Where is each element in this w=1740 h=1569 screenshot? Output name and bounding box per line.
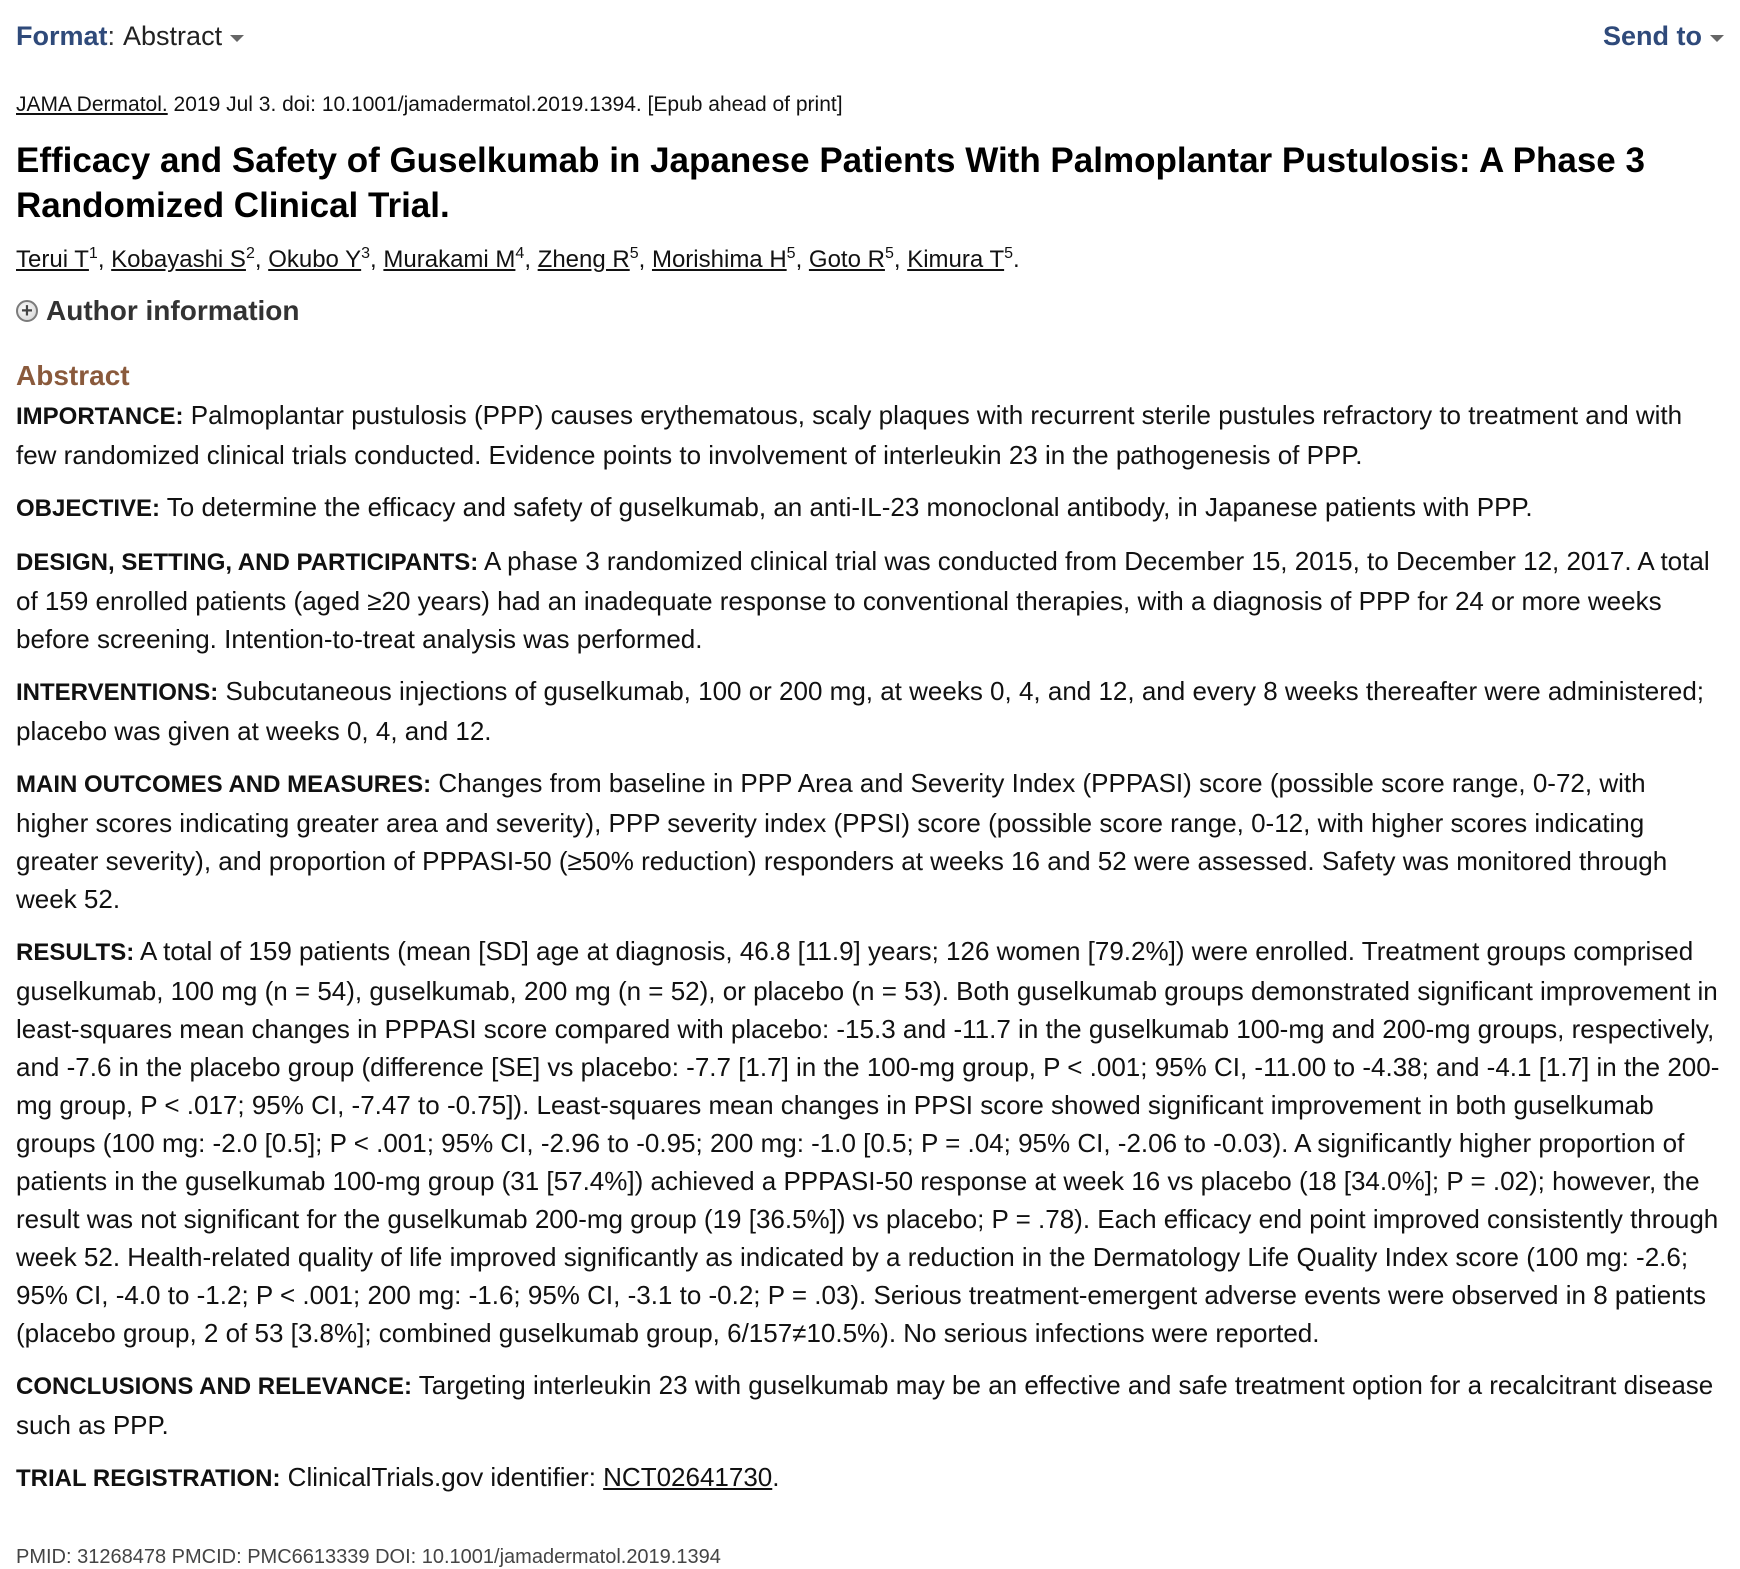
author-affiliation: 5 <box>629 245 639 262</box>
author-separator: , <box>97 246 112 273</box>
section-label: TRIAL REGISTRATION: <box>16 1465 281 1492</box>
section-text: A total of 159 patients (mean [SD] age at diagnosis, 46.8 [11.9] years; 126 women [79.2%]) were enrolled. Treatment groups comprised guselkumab, 100 mg (n = 54), guselkumab, 200 mg (n = 52), or placebo (n = 53). Both guselkumab groups demonstrated significant improvement in least-squares mean changes in PPPASI score compared with placebo: -15.3 and -11.7 in the guselkumab 100-mg and 200-mg groups, respectively, and -7.6 in the placebo group (difference [SE] vs placebo: -7.7 [1.7] in the 100-mg group, P < .001; 95% CI, -11.00 to -4.38; and -4.1 [1.7] in the 200-mg group, P < .017; 95% CI, -7.47 to -0.75]). Least-squares mean changes in PPSI score showed significant improvement in both guselkumab groups (100 mg: -2.0 [0.5]; P < .001; 95% CI, -2.96 to -0.95; 200 mg: -1.0 [0.5; P = .04; 95% CI, -2.06 to -0.03). A significantly higher proportion of patients in the guselkumab 100-mg group (31 [57.4%]) achieved a PPPASI-50 response at week 16 vs placebo (18 [34.0%]; P = .02); however, the result was not significant for the guselkumab 200-mg group (19 [36.5%]) vs placebo; P = .78). Each efficacy end point improved consistently through week 52. Health-related quality of life improved significantly as indicated by a reduction in the Dermatology Life Quality Index score (100 mg: -2.6; 95% CI, -4.0 to -1.2; P < .001; 200 mg: -1.6; 95% CI, -3.1 to -0.2; P = .03). Serious treatment-emergent adverse events were observed in 8 patients (placebo group, 2 of 53 [3.8%]; combined guselkumab group, 6/157≠10.5%). No serious infections were reported. <box>16 936 1720 1348</box>
abstract-section-importance <box>16 396 1722 474</box>
author-separator: , <box>370 246 384 273</box>
abstract-section-objective <box>16 488 1722 528</box>
author-information-toggle[interactable] <box>16 295 300 327</box>
section-label: MAIN OUTCOMES AND MEASURES: <box>16 771 432 798</box>
article-identifiers: PMID: 31268478 PMCID: PMC6613339 DOI: 10.1001/jamadermatol.2019.1394 <box>16 1546 721 1568</box>
author-affiliation: 5 <box>786 245 796 262</box>
plus-circle-icon[interactable]: + <box>16 300 38 322</box>
citation-details: 2019 Jul 3. doi: 10.1001/jamadermatol.2019.1394. [Epub ahead of print] <box>167 93 843 116</box>
author-affiliation: 3 <box>361 245 371 262</box>
author-link[interactable]: Terui T <box>16 246 89 273</box>
section-label: CONCLUSIONS AND RELEVANCE: <box>16 1373 413 1400</box>
author-separator: . <box>1013 246 1020 273</box>
abstract-section-registration <box>16 1458 1722 1498</box>
author-link[interactable]: Kimura T <box>907 246 1005 273</box>
chevron-down-icon[interactable] <box>230 35 244 42</box>
abstract-section-interventions <box>16 672 1722 750</box>
section-text-end: . <box>772 1462 780 1492</box>
article-title: Efficacy and Safety of Guselkumab in Japanese Patients With Palmoplantar Pustulosis: A Phase 3 Randomized Clinical Trial. <box>16 141 1645 225</box>
citation <box>16 93 843 117</box>
abstract-heading: Abstract <box>16 360 130 391</box>
trial-registration-link[interactable]: NCT02641730 <box>603 1462 773 1492</box>
format-dropdown[interactable] <box>16 21 244 52</box>
section-label: INTERVENTIONS: <box>16 679 219 706</box>
abstract-section-outcomes <box>16 764 1722 918</box>
author-affiliation: 5 <box>884 245 894 262</box>
section-label: RESULTS: <box>16 939 135 966</box>
section-text: Palmoplantar pustulosis (PPP) causes erythematous, scaly plaques with recurrent sterile pustules refractory to treatment and with few randomized clinical trials conducted. Evidence points to involvement of interleukin 23 in the pathogenesis of PPP. <box>16 400 1683 470</box>
format-colon: : <box>107 20 116 51</box>
section-text: ClinicalTrials.gov identifier: <box>280 1462 604 1492</box>
author-separator: , <box>254 246 269 273</box>
section-label: OBJECTIVE: <box>16 495 161 522</box>
author-link[interactable]: Goto R <box>808 246 885 273</box>
section-text: Changes from baseline in PPP Area and Severity Index (PPPASI) score (possible score range, 0-72, with higher scores indicating greater area and severity), PPP severity index (PPSI) score (possible score range, 0-12, with higher scores indicating greater severity), and proportion of PPPASI-50 (≥50% reduction) responders at weeks 16 and 52 were assessed. Safety was monitored through week 52. <box>16 768 1668 914</box>
abstract-section-results <box>16 932 1722 1352</box>
author-affiliation: 5 <box>1004 245 1014 262</box>
format-label[interactable]: Format <box>16 20 108 51</box>
section-text: To determine the efficacy and safety of guselkumab, an anti-IL-23 monoclonal antibody, in Japanese patients with PPP. <box>160 492 1533 522</box>
abstract-body <box>16 396 1722 1512</box>
author-link[interactable]: Zheng R <box>537 246 630 273</box>
author-affiliation: 4 <box>515 245 525 262</box>
author-link[interactable]: Kobayashi S <box>111 246 246 273</box>
abstract-section-conclusions <box>16 1366 1722 1444</box>
chevron-down-icon[interactable] <box>1710 35 1724 42</box>
section-label: IMPORTANCE: <box>16 403 184 430</box>
author-affiliation: 2 <box>245 245 255 262</box>
author-link[interactable]: Morishima H <box>651 246 787 273</box>
topbar <box>16 16 1724 56</box>
section-text: Targeting interleukin 23 with guselkumab may be an effective and safe treatment option for a recalcitrant disease such as PPP. <box>16 1370 1714 1440</box>
author-information-label[interactable]: Author information <box>46 295 300 326</box>
author-separator: , <box>524 246 538 273</box>
author-list <box>16 245 1020 274</box>
journal-link[interactable]: JAMA Dermatol. <box>16 93 168 116</box>
format-value[interactable]: Abstract <box>123 20 223 51</box>
send-to-dropdown[interactable] <box>1603 21 1724 52</box>
author-separator: , <box>638 246 652 273</box>
author-affiliation: 1 <box>88 245 98 262</box>
send-to-label[interactable]: Send to <box>1603 20 1702 51</box>
author-separator: , <box>795 246 809 273</box>
section-text: Subcutaneous injections of guselkumab, 100 or 200 mg, at weeks 0, 4, and 12, and every 8 weeks thereafter were administered; placebo was given at weeks 0, 4, and 12. <box>16 676 1705 746</box>
author-separator: , <box>893 246 908 273</box>
section-text: A phase 3 randomized clinical trial was conducted from December 15, 2015, to December 12, 2017. A total of 159 enrolled patients (aged ≥20 years) had an inadequate response to conventional therapies, with a diagnosis of PPP for 24 or more weeks before screening. Intention-to-treat analysis was performed. <box>16 546 1710 654</box>
author-link[interactable]: Okubo Y <box>268 246 362 273</box>
abstract-section-design <box>16 542 1722 658</box>
section-label: DESIGN, SETTING, AND PARTICIPANTS: <box>16 549 479 576</box>
author-link[interactable]: Murakami M <box>383 246 516 273</box>
